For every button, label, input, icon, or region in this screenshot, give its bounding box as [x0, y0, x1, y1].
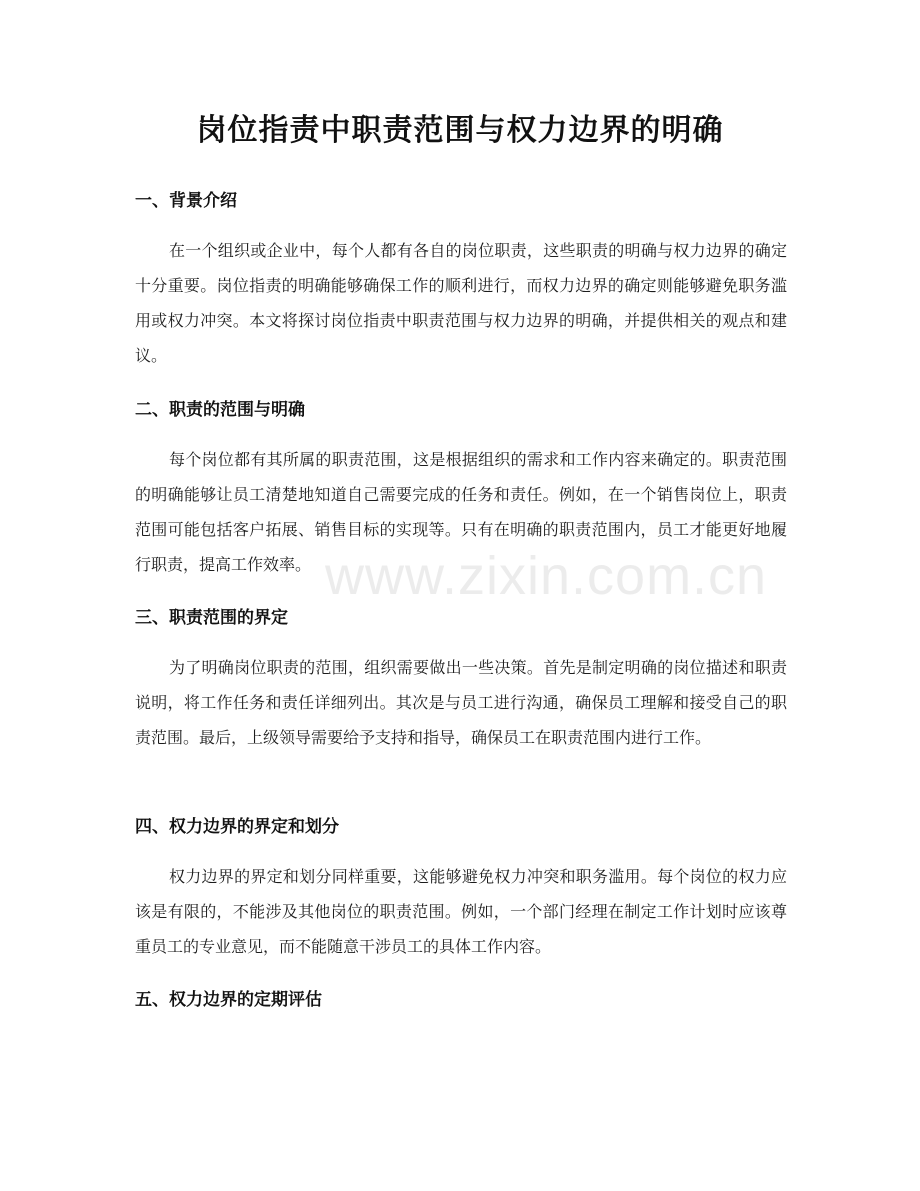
section-heading-definition: 三、职责范围的界定	[135, 608, 288, 628]
section-heading-periodic-review: 五、权力边界的定期评估	[135, 990, 322, 1010]
document-title: 岗位指责中职责范围与权力边界的明确	[196, 113, 724, 148]
section-heading-power-boundary: 四、权力边界的界定和划分	[135, 817, 339, 837]
section-heading-background: 一、背景介绍	[135, 191, 237, 211]
section-paragraph-background: 在一个组织或企业中，每个人都有各自的岗位职责，这些职责的明确与权力边界的确定十分重要。岗位指责的明确能够确保工作的顺利进行，而权力边界的确定则能够避免职务滥用或权力冲突。本文将探讨岗位指责中职责范围与权力边界的明确，并提供相关的观点和建议。	[135, 241, 787, 365]
section-paragraph-power-boundary: 权力边界的界定和划分同样重要，这能够避免权力冲突和职务滥用。每个岗位的权力应该是有限的，不能涉及其他岗位的职责范围。例如，一个部门经理在制定工作计划时应该尊重员工的专业意见，而不能随意干涉员工的具体工作内容。	[135, 867, 787, 956]
section-paragraph-definition: 为了明确岗位职责的范围，组织需要做出一些决策。首先是制定明确的岗位描述和职责说明，将工作任务和责任详细列出。其次是与员工进行沟通，确保员工理解和接受自己的职责范围。最后，上级领导需要给予支持和指导，确保员工在职责范围内进行工作。	[135, 658, 787, 747]
section-heading-scope: 二、职责的范围与明确	[135, 400, 305, 420]
section-paragraph-scope: 每个岗位都有其所属的职责范围，这是根据组织的需求和工作内容来确定的。职责范围的明确能够让员工清楚地知道自己需要完成的任务和责任。例如，在一个销售岗位上，职责范围可能包括客户拓展、销售目标的实现等。只有在明确的职责范围内，员工才能更好地履行职责，提高工作效率。	[135, 450, 787, 574]
watermark: www.zixin.com.cn	[325, 546, 768, 606]
